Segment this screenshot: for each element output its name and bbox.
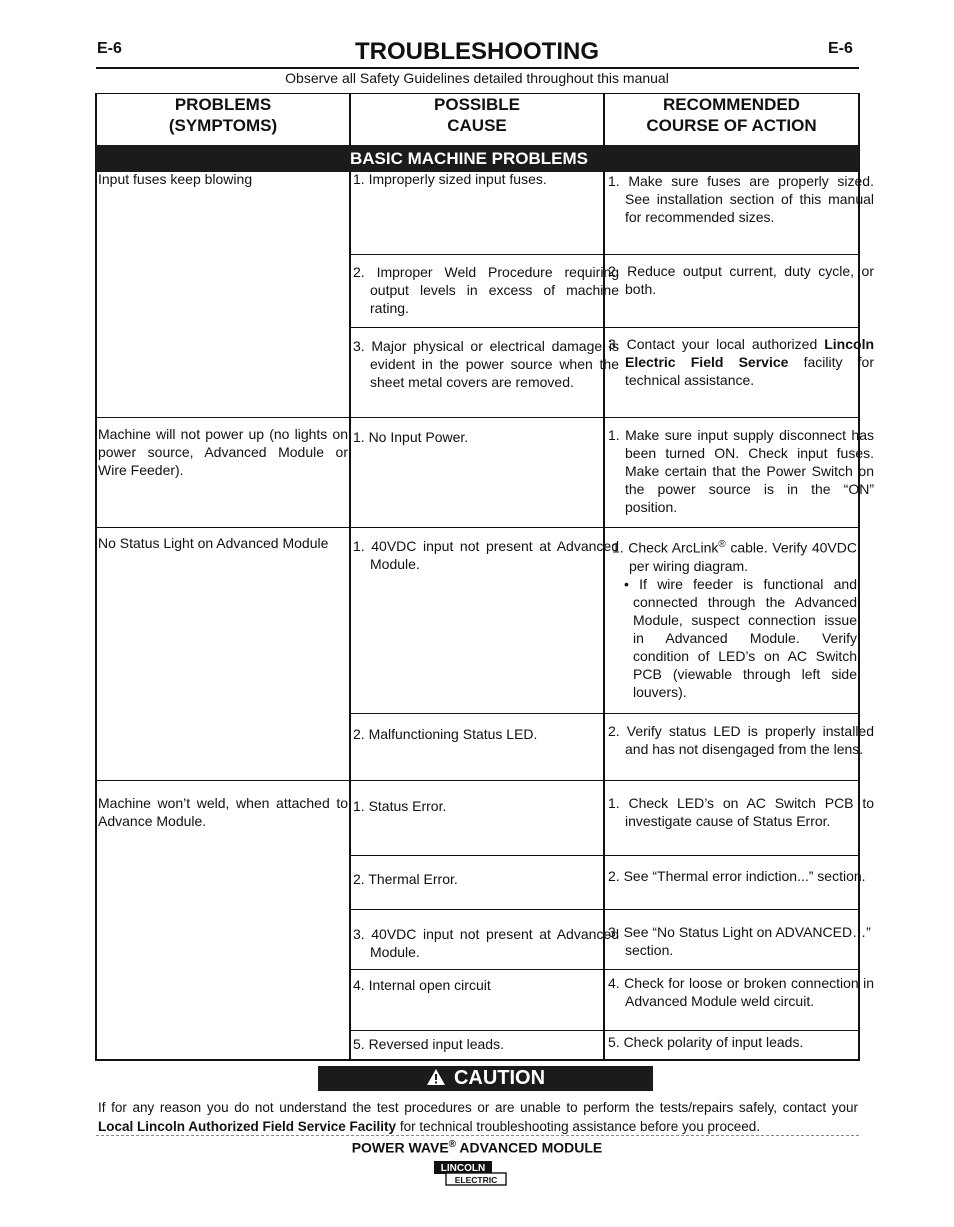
cause-cell: 3. Major physical or electrical damage is evident in the power source when the sheet metal covers are removed.	[353, 338, 619, 390]
table-left-border	[95, 93, 97, 1061]
cause-cell: 2. Thermal Error.	[353, 871, 458, 887]
table-bottom-border	[96, 1059, 859, 1061]
header-problems: PROBLEMS (SYMPTOMS)	[168, 95, 278, 135]
action-cell: 2. Reduce output current, duty cycle, or both.	[608, 263, 874, 297]
cause-cell: 1. Status Error.	[353, 798, 447, 814]
service-facility-bold: Local Lincoln Authorized Field Service Facility	[98, 1119, 397, 1134]
problem-cell: Machine won’t weld, when attached to Advance Module.	[98, 795, 348, 829]
problem-cell: No Status Light on Advanced Module	[98, 535, 329, 551]
caution-label: CAUTION	[453, 1067, 546, 1089]
table-right-border	[858, 93, 860, 1061]
section-band	[96, 145, 859, 172]
row-divider	[351, 1030, 859, 1031]
action-cell: 4. Check for loose or broken connection in Advanced Module weld circuit.	[608, 975, 874, 1009]
row-divider	[96, 780, 859, 781]
title-rule	[96, 67, 859, 69]
footer-divider	[96, 1135, 859, 1136]
svg-text:LINCOLN: LINCOLN	[440, 1163, 486, 1174]
page-number-left: E-6	[97, 40, 122, 57]
page-number-right: E-6	[828, 40, 853, 57]
cause-cell: 1. Improperly sized input fuses.	[353, 171, 547, 187]
row-divider	[351, 969, 859, 970]
cause-cell: 5. Reversed input leads.	[353, 1036, 504, 1052]
column-divider	[603, 93, 605, 1061]
action-cell: 1. Check ArcLink® cable. Verify 40VDC per wiring diagram. • If wire feeder is functional and connected through the Advanced Module, suspect connection issue in Advanced Module. Verify condition of LED’s on AC Switch PCB (viewable through left side louvers).	[608, 536, 857, 701]
row-divider	[351, 713, 859, 714]
action-cell: 2. Verify status LED is properly installed and has not disengaged from the lens.	[608, 723, 874, 757]
cause-cell: 2. Malfunctioning Status LED.	[353, 726, 538, 742]
caution-text: If for any reason you do not understand the test procedures or are unable to perform the tests/repairs safely, contact your Local Lincoln Authorized Field Service Facility for technical troubleshooting assistance before you proceed.	[98, 1100, 858, 1134]
column-divider	[349, 93, 351, 1061]
cause-cell: 1. 40VDC input not present at Advanced Module.	[353, 538, 619, 572]
problem-cell: Input fuses keep blowing	[98, 171, 253, 187]
cause-cell: 4. Internal open circuit	[353, 977, 491, 993]
field-service-bold: Lincoln Electric Field Service	[625, 336, 875, 370]
action-cell: 3. See “No Status Light on ADVANCED…” section.	[608, 924, 871, 958]
svg-text:ELECTRIC: ELECTRIC	[454, 1175, 498, 1185]
action-cell: 1. Make sure input supply disconnect has been turned ON. Check input fuses. Make certain that the Power Switch on the power source is in the “ON” position.	[608, 427, 874, 515]
section-title: BASIC MACHINE PROBLEMS	[350, 149, 589, 168]
caution-banner	[318, 1066, 653, 1091]
warning-icon	[426, 1068, 446, 1086]
problem-cell: Machine will not power up (no lights on power source, Advanced Module or Wire Feeder).	[98, 426, 348, 478]
product-name: POWER WAVE® ADVANCED MODULE	[351, 1139, 603, 1156]
header-cause: POSSIBLE CAUSE	[434, 95, 520, 135]
lincoln-electric-logo	[433, 1160, 507, 1186]
row-divider	[351, 327, 859, 328]
action-cell: 1. Check LED’s on AC Switch PCB to investigate cause of Status Error.	[608, 795, 874, 829]
action-cell: 3. Contact your local authorized Lincoln Electric Field Service facility for technical assistance.	[608, 336, 875, 388]
bullet-item: • If wire feeder is functional and connected through the Advanced Module, suspect connection issue in Advanced Module. Verify condition of LED’s on AC Switch PCB (viewable through left side louvers).	[624, 575, 857, 700]
header-action: RECOMMENDED COURSE OF ACTION	[646, 95, 817, 135]
action-cell: 1. Make sure fuses are properly sized. See installation section of this manual for recommended sizes.	[608, 173, 874, 225]
safety-note: Observe all Safety Guidelines detailed throughout this manual	[285, 70, 669, 86]
row-divider	[351, 909, 859, 910]
cause-cell: 3. 40VDC input not present at Advanced Module.	[353, 926, 619, 960]
row-divider	[351, 855, 859, 856]
page-title: TROUBLESHOOTING	[355, 38, 599, 65]
action-cell: 5. Check polarity of input leads.	[608, 1034, 804, 1050]
cause-cell: 2. Improper Weld Procedure requiring output levels in excess of machine rating.	[353, 264, 619, 316]
action-cell: 2. See “Thermal error indiction...” section.	[608, 868, 866, 884]
cause-cell: 1. No Input Power.	[353, 429, 469, 445]
row-divider	[351, 254, 859, 255]
row-divider	[96, 527, 859, 528]
row-divider	[96, 417, 859, 418]
